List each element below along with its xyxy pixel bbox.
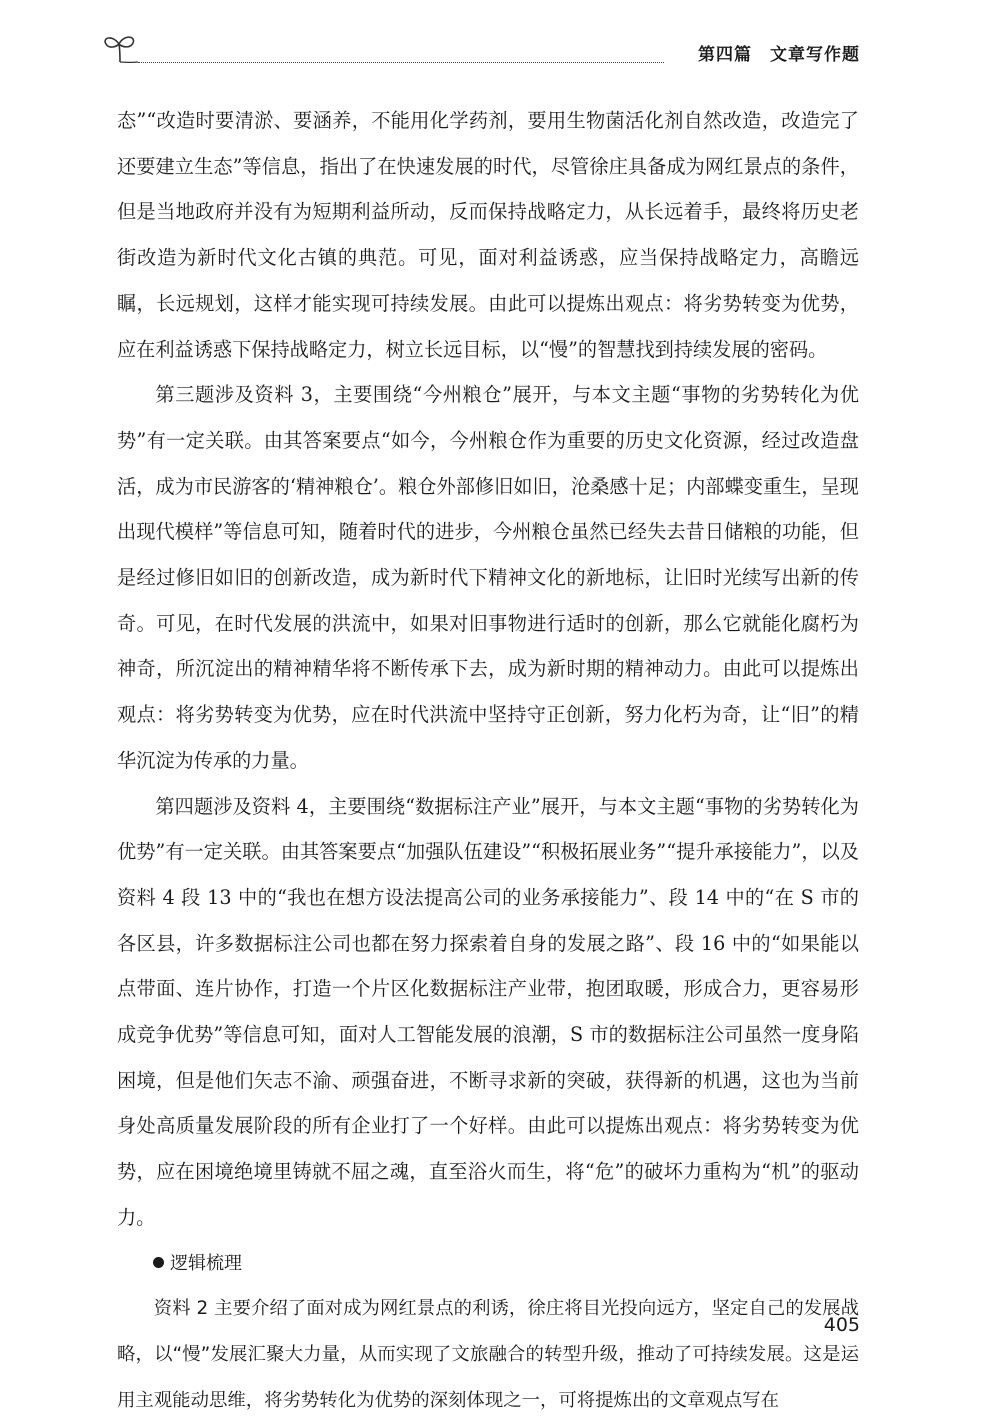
page-number: 405	[823, 1314, 860, 1336]
paragraph-logic: 资料 2 主要介绍了面对成为网红景点的利诱，徐庄将目光投向远方，坚定自己的发展战略，以“慢”发展汇聚大力量，从而实现了文旅融合的转型升级，推动了可持续发展。这是运用主观能动思维，将劣势转化为优势的深刻体现之一，可将提炼出的文章观点写在	[117, 1298, 859, 1411]
paragraph-question-4: 第四题涉及资料 4，主要围绕“数据标注产业”展开，与本文主题“事物的劣势转化为优势”有一定关联。由其答案要点“加强队伍建设”“积极拓展业务”“提升承接能力”，以及资料 4 段 13 中的“我也在想方设法提高公司的业务承接能力”、段 14 中的“在 S 市的各区县，许多数据标注公司也都在努力探索着自身的发展之路”、段 16 中的“如果能以点带面、连片协作，打造一个片区化数据标注产业带，抱团取暖，形成合力，更容易形成竞争优势”等信息可知，面对人工智能发展的浪潮，S 市的数据标注公司虽然一度身陷困境，但是他们矢志不渝、顽强奋进，不断寻求新的突破，获得新的机遇，这也为当前身处高质量发展阶段的所有企业打了一个好样。由此可以提炼出观点：将劣势转变为优势，应在困境绝境里铸就不屈之魂，直至浴火而生，将“危”的破坏力重构为“机”的驱动力。	[117, 794, 859, 1229]
header-section: 文章写作题	[770, 45, 860, 65]
body-text	[117, 98, 859, 1423]
bullet-icon	[153, 1257, 164, 1268]
paragraph-continuation: 态”“改造时要清淤、要涵养，不能用化学药剂，要用生物菌活化剂自然改造，改造完了还要建立生态”等信息，指出了在快速发展的时代，尽管徐庄具备成为网红景点的条件，但是当地政府并没有为短期利益所动，反而保持战略定力，从长远着手，最终将历史老街改造为新时代文化古镇的典范。可见，面对利益诱惑，应当保持战略定力，高瞻远瞩，长远规划，这样才能实现可持续发展。由此可以提炼出观点：将劣势转变为优势，应在利益诱惑下保持战略定力，树立长远目标，以“慢”的智慧找到持续发展的密码。	[117, 109, 859, 361]
header-part: 第四篇	[698, 45, 752, 65]
section-heading-text: 逻辑梳理	[170, 1252, 242, 1274]
running-header	[100, 28, 860, 68]
sprout-icon	[100, 28, 140, 68]
paragraph-question-3: 第三题涉及资料 3，主要围绕“今州粮仓”展开，与本文主题“事物的劣势转化为优势”有一定关联。由其答案要点“如今，今州粮仓作为重要的历史文化资源，经过改造盘活，成为市民游客的‘精神粮仓’。粮仓外部修旧如旧，沧桑感十足；内部蝶变重生，呈现出现代模样”等信息可知，随着时代的进步，今州粮仓虽然已经失去昔日储粮的功能，但是经过修旧如旧的创新改造，成为新时代下精神文化的新地标，让旧时光续写出新的传奇。可见，在时代发展的洪流中，如果对旧事物进行适时的创新，那么它就能化腐朽为神奇，所沉淀出的精神精华将不断传承下去，成为新时期的精神动力。由此可以提炼出观点：将劣势转变为优势，应在时代洪流中坚持守正创新，努力化朽为奇，让“旧”的精华沉淀为传承的力量。	[117, 383, 859, 772]
header-dotted-rule	[138, 62, 664, 63]
header-title	[698, 40, 860, 65]
section-heading	[117, 1241, 859, 1287]
